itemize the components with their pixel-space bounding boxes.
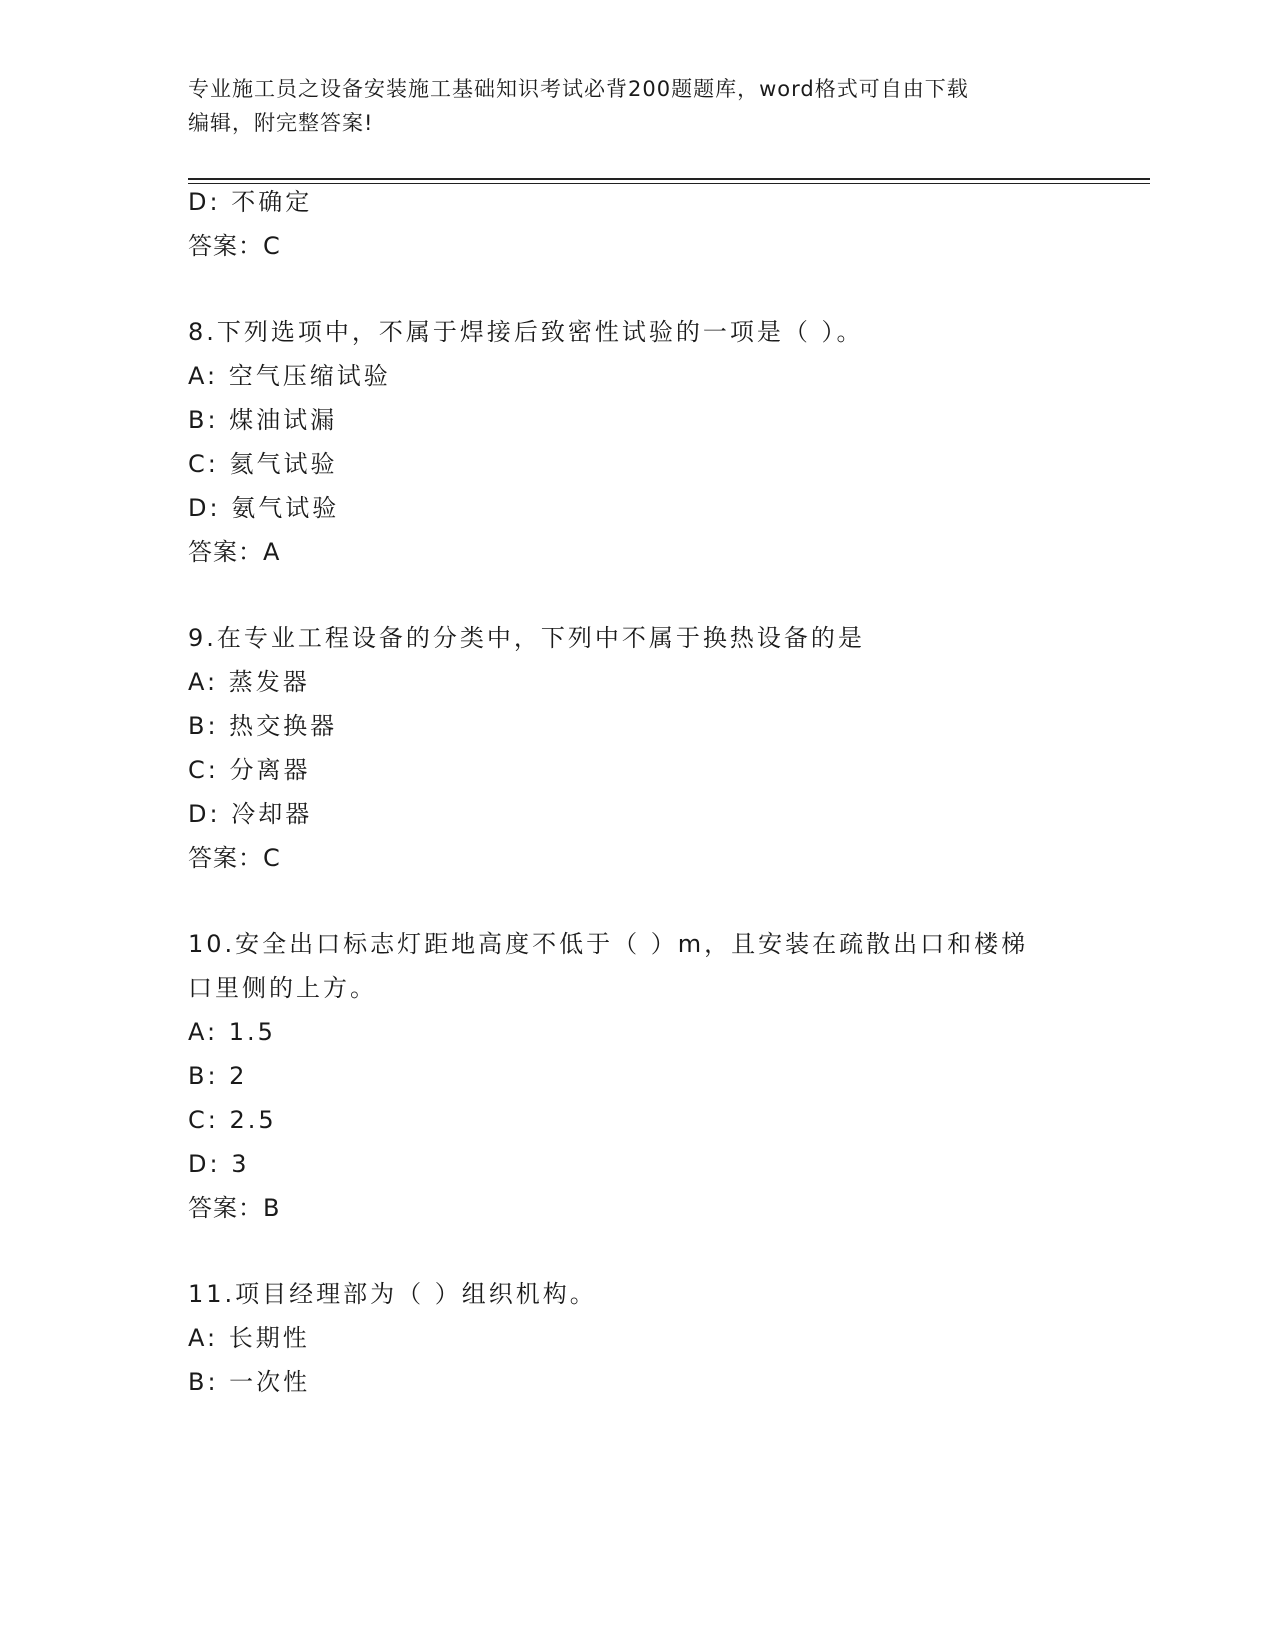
q9-option-d: D: 冷却器: [188, 800, 313, 828]
header-title-line-2: 编辑，附完整答案!: [188, 111, 374, 135]
q10-option-c: C: 2.5: [188, 1106, 277, 1134]
q11-question: 11.项目经理部为（ ）组织机构。: [188, 1280, 597, 1308]
q9-option-b: B: 热交换器: [188, 712, 338, 740]
q10-answer: 答案：B: [188, 1194, 281, 1222]
q10-option-a: A: 1.5: [188, 1018, 276, 1046]
q8-option-c: C: 氦气试验: [188, 450, 338, 478]
header-divider-thin: [188, 183, 1150, 184]
q10-question-line-2: 口里侧的上方。: [188, 974, 377, 1002]
q11-option-b: B: 一次性: [188, 1368, 311, 1396]
q8-answer: 答案：A: [188, 538, 281, 566]
q10-option-d: D: 3: [188, 1150, 250, 1178]
document-header: [188, 72, 1068, 140]
q9-answer: 答案：C: [188, 844, 281, 872]
header-divider-thick: [188, 178, 1150, 180]
header-title-line-1: 专业施工员之设备安装施工基础知识考试必背200题题库，word格式可自由下载: [188, 77, 969, 101]
q9-question: 9.在专业工程设备的分类中，下列中不属于换热设备的是: [188, 624, 865, 652]
q8-option-a: A: 空气压缩试验: [188, 362, 391, 390]
q9-option-c: C: 分离器: [188, 756, 311, 784]
prev-option-d: D: 不确定: [188, 188, 313, 216]
prev-answer: 答案：C: [188, 232, 281, 260]
q11-option-a: A: 长期性: [188, 1324, 310, 1352]
q8-option-b: B: 煤油试漏: [188, 406, 338, 434]
q9-option-a: A: 蒸发器: [188, 668, 310, 696]
q10-option-b: B: 2: [188, 1062, 248, 1090]
q10-question-line-1: 10.安全出口标志灯距地高度不低于（ ）m，且安装在疏散出口和楼梯: [188, 930, 1029, 958]
q8-question: 8.下列选项中，不属于焊接后致密性试验的一项是（ ）。: [188, 318, 864, 346]
q8-option-d: D: 氨气试验: [188, 494, 340, 522]
